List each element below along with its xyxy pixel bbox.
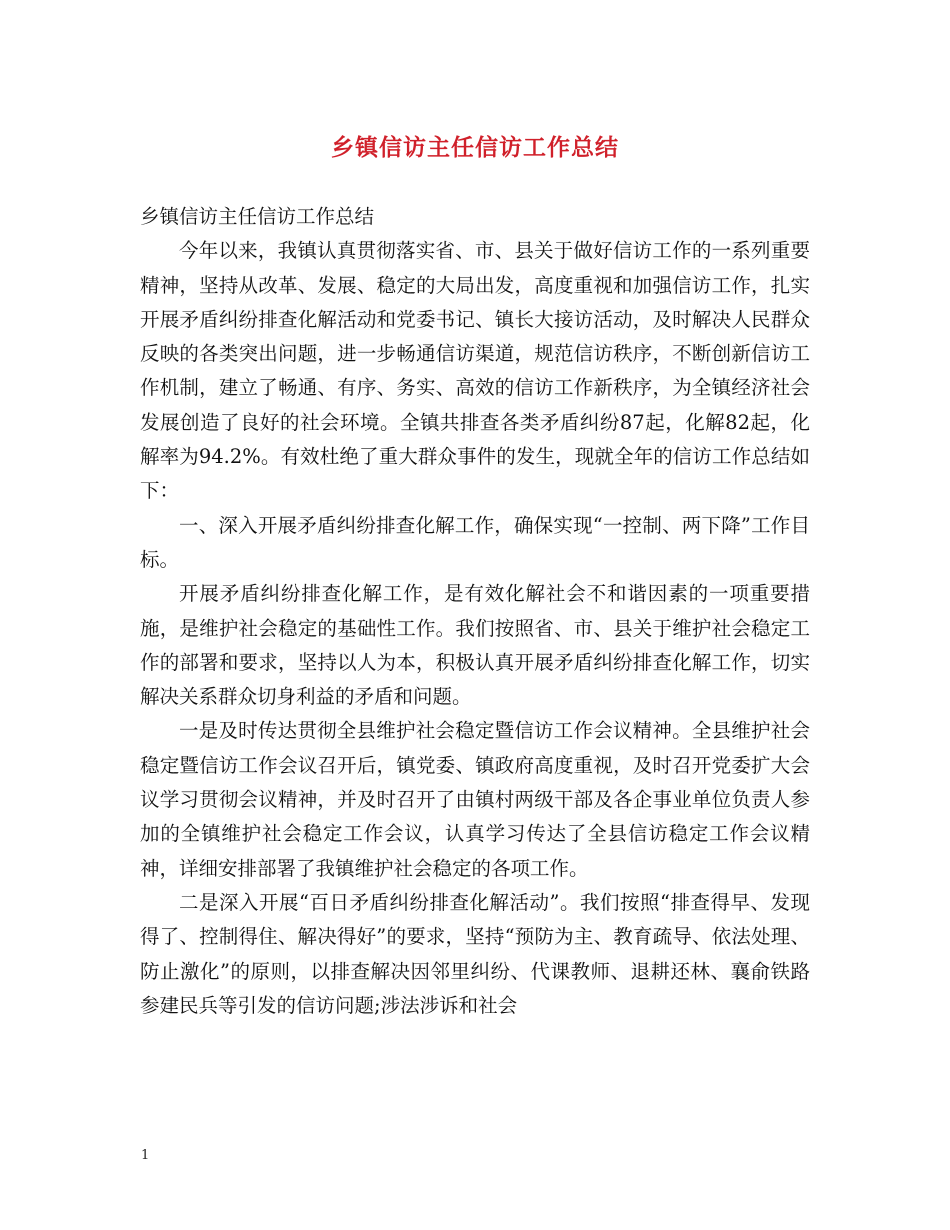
document-body [140, 200, 810, 1023]
body-paragraph: 二是深入开展“百日矛盾纠纷排查化解活动”。我们按照“排查得早、发现得了、控制得住、解决得好”的要求，坚持“预防为主、教育疏导、依法处理、防止激化”的原则，以排查解决因邻里纠纷、代课教师、退耕还林、襄俞铁路参建民兵等引发的信访问题;涉法涉诉和社会 [140, 890, 810, 1017]
body-paragraph: 一是及时传达贯彻全县维护社会稳定暨信访工作会议精神。全县维护社会稳定暨信访工作会议召开后，镇党委、镇政府高度重视，及时召开党委扩大会议学习贯彻会议精神，并及时召开了由镇村两级干部及各企事业单位负责人参加的全镇维护社会稳定工作会议，认真学习传达了全县信访稳定工作会议精神，详细安排部署了我镇维护社会稳定的各项工作。 [140, 719, 810, 880]
body-paragraph: 今年以来，我镇认真贯彻落实省、市、县关于做好信访工作的一系列重要精神，坚持从改革、发展、稳定的大局出发，高度重视和加强信访工作，扎实开展矛盾纠纷排查化解活动和党委书记、镇长大接访活动，及时解决人民群众反映的各类突出问题，进一步畅通信访渠道，规范信访秩序，不断创新信访工作机制，建立了畅通、有序、务实、高效的信访工作新秩序，为全镇经济社会发展创造了良好的社会环境。全镇共排查各类矛盾纠纷87起，化解82起，化解率为94.2%。有效杜绝了重大群众事件的发生，现就全年的信访工作总结如下： [140, 239, 810, 503]
page-number: 1 [141, 1148, 150, 1163]
document-title: 乡镇信访主任信访工作总结 [331, 134, 619, 161]
section-heading: 一、深入开展矛盾纠纷排查化解工作，确保实现“一控制、两下降”工作目标。 [140, 513, 810, 571]
subtitle-paragraph: 乡镇信访主任信访工作总结 [140, 205, 375, 228]
body-paragraph: 开展矛盾纠纷排查化解工作，是有效化解社会不和谐因素的一项重要措施，是维护社会稳定的基础性工作。我们按照省、市、县关于维护社会稳定工作的部署和要求，坚持以人为本，积极认真开展矛盾纠纷排查化解工作，切实解决关系群众切身利益的矛盾和问题。 [140, 582, 810, 709]
